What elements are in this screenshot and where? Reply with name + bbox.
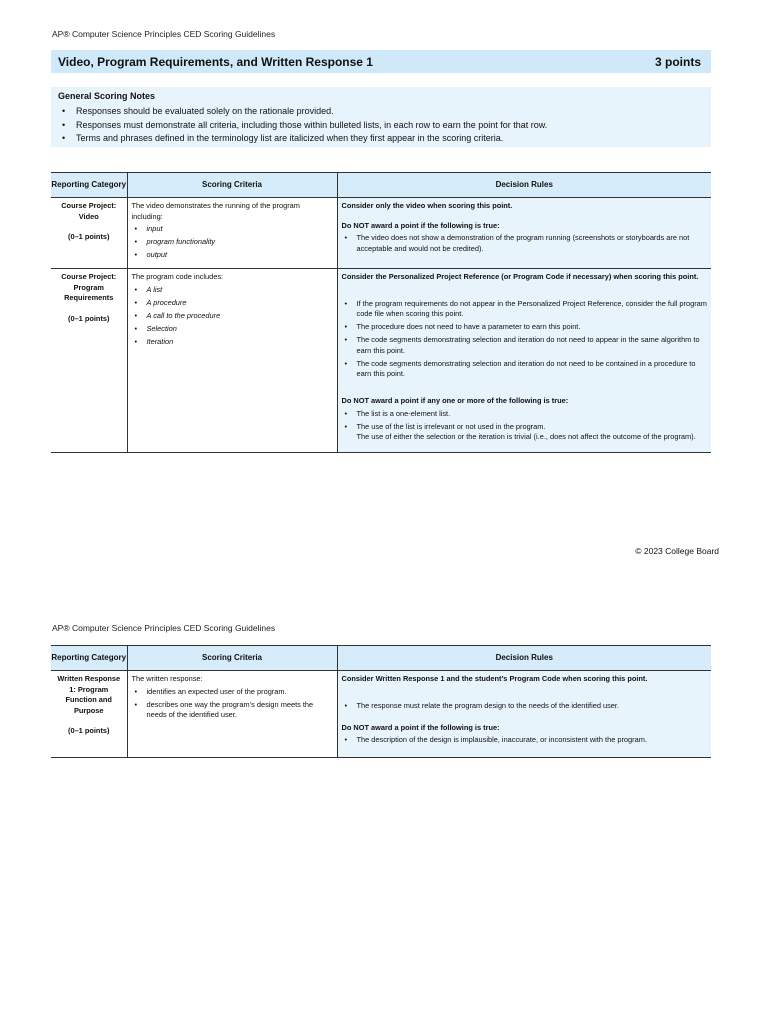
rules-heading: Consider the Personalized Project Reference (or Program Code if necessary) when scoring this point.: [341, 272, 699, 281]
criteria-item: [132, 250, 333, 261]
category-label: Course Project: Video: [61, 201, 117, 221]
rules-not-item: • The description of the design is implausible, inaccurate, or inconsistent with the program.: [342, 735, 708, 746]
running-head-page-2: AP® Computer Science Principles CED Scoring Guidelines: [52, 623, 276, 633]
note-item: • Terms and phrases defined in the terminology list are italicized when they first appear in the scoring criteria.: [58, 132, 704, 146]
header-decision-rules: Decision Rules: [337, 173, 711, 198]
spacer: [342, 212, 708, 221]
category-cell: [51, 269, 127, 453]
rules-heading: Consider Written Response 1 and the student’s Program Code when scoring this point.: [341, 674, 648, 683]
criteria-item: • identifies an expected user of the program.: [132, 687, 333, 698]
rules-list: [342, 299, 708, 380]
rules-heading: Consider only the video when scoring this point.: [341, 201, 513, 210]
header-reporting-category: Reporting Category: [51, 173, 127, 198]
rules-not-trailing: The use of either the selection or the iteration is trivial (i.e., does not affect the outcome of the program).: [356, 432, 696, 441]
notes-heading: General Scoring Notes: [58, 91, 156, 101]
criteria-item: [132, 337, 333, 348]
criteria-text: input: [146, 224, 163, 233]
section-title-bar: [51, 50, 711, 73]
copyright-footer: © 2023 College Board: [635, 546, 719, 556]
criteria-intro: The program code includes:: [131, 272, 224, 281]
criteria-intro: The written response:: [131, 674, 203, 683]
criteria-text: A call to the procedure: [146, 310, 221, 320]
criteria-item: [132, 311, 333, 322]
section-title: Video, Program Requirements, and Written Response 1: [58, 54, 373, 69]
rules-not-heading: Do NOT award a point if the following is true:: [341, 220, 500, 230]
rules-not-list: [342, 233, 708, 254]
criteria-item: [132, 298, 333, 309]
table-row: [51, 671, 711, 758]
table-row: [51, 198, 711, 269]
rules-cell: [337, 671, 711, 758]
criteria-list: [132, 285, 333, 348]
rules-item: • If the program requirements do not appear in the Personalized Project Reference, consider the full program code file when scoring this point.: [342, 299, 708, 320]
running-head: AP® Computer Science Principles CED Scoring Guidelines: [52, 29, 276, 39]
notes-list: [58, 105, 704, 146]
category-cell: [51, 671, 127, 758]
criteria-cell: [127, 671, 337, 758]
rules-not-item: • The list is a one-element list.: [342, 409, 708, 420]
criteria-item: [132, 285, 333, 296]
scoring-table-page-1: [51, 172, 711, 453]
rules-not-list: [342, 409, 708, 433]
header-scoring-criteria: Scoring Criteria: [127, 646, 337, 671]
rules-not-heading: Do NOT award a point if the following is true:: [341, 722, 500, 732]
rules-not-heading: Do NOT award a point if any one or more of the following is true:: [341, 396, 569, 405]
criteria-item: [132, 324, 333, 335]
scoring-table-page-2: [51, 645, 711, 758]
table-header-row: [51, 646, 711, 671]
criteria-cell: [127, 269, 337, 453]
criteria-cell: [127, 198, 337, 269]
rules-cell: [337, 269, 711, 453]
category-cell: [51, 198, 127, 269]
criteria-intro: The video demonstrates the running of the program including:: [131, 201, 300, 221]
category-points: (0–1 points): [68, 313, 110, 323]
criteria-text: output: [146, 250, 168, 259]
criteria-text: program functionality: [146, 237, 216, 246]
rules-item: • The code segments demonstrating selection and iteration do not need to be contained in a procedure to earn this point.: [342, 359, 708, 380]
table-row: [51, 269, 711, 453]
rules-list: [342, 701, 708, 712]
criteria-text: Selection: [146, 323, 177, 333]
criteria-list: [132, 687, 333, 721]
criteria-item: [132, 224, 333, 235]
rules-not-item: • The video does not show a demonstration of the program running (screenshots or storyboards are not acceptable and would not be credited).: [342, 233, 708, 254]
table-header-row: [51, 173, 711, 198]
spacer: [342, 685, 708, 699]
category-label: Written Response 1: Program Function and Purpose: [57, 674, 121, 715]
header-scoring-criteria: Scoring Criteria: [127, 173, 337, 198]
general-scoring-notes: [51, 87, 711, 147]
category-points: (0–1 points): [68, 726, 110, 735]
rules-not-list: [342, 735, 708, 746]
criteria-item: [132, 237, 333, 248]
criteria-text: Iteration: [146, 336, 174, 346]
header-reporting-category: Reporting Category: [51, 646, 127, 671]
spacer: [342, 714, 708, 723]
rules-cell: [337, 198, 711, 269]
criteria-item: • describes one way the program’s design meets the needs of the identified user.: [132, 700, 333, 721]
criteria-list: [132, 224, 333, 261]
rules-not-item: • The use of the list is irrelevant or not used in the program.: [342, 422, 708, 433]
rules-item: • The response must relate the program design to the needs of the identified user.: [342, 701, 708, 712]
rules-item: • The code segments demonstrating selection and iteration do not need to appear in the same algorithm to earn this point.: [342, 335, 708, 356]
note-item: • Responses must demonstrate all criteria, including those within bulleted lists, in each row to earn the point for that row.: [58, 119, 704, 133]
category-label: Course Project: Program Requirements: [61, 272, 117, 302]
section-points: 3 points: [654, 54, 701, 69]
note-item: • Responses should be evaluated solely on the rationale provided.: [58, 105, 704, 119]
spacer: [342, 382, 708, 396]
category-points: (0–1 points): [68, 232, 110, 241]
criteria-text: A list: [146, 284, 163, 294]
criteria-text: A procedure: [146, 297, 187, 307]
spacer: [342, 283, 708, 297]
rules-item: • The procedure does not need to have a parameter to earn this point.: [342, 322, 708, 333]
header-decision-rules: Decision Rules: [337, 646, 711, 671]
